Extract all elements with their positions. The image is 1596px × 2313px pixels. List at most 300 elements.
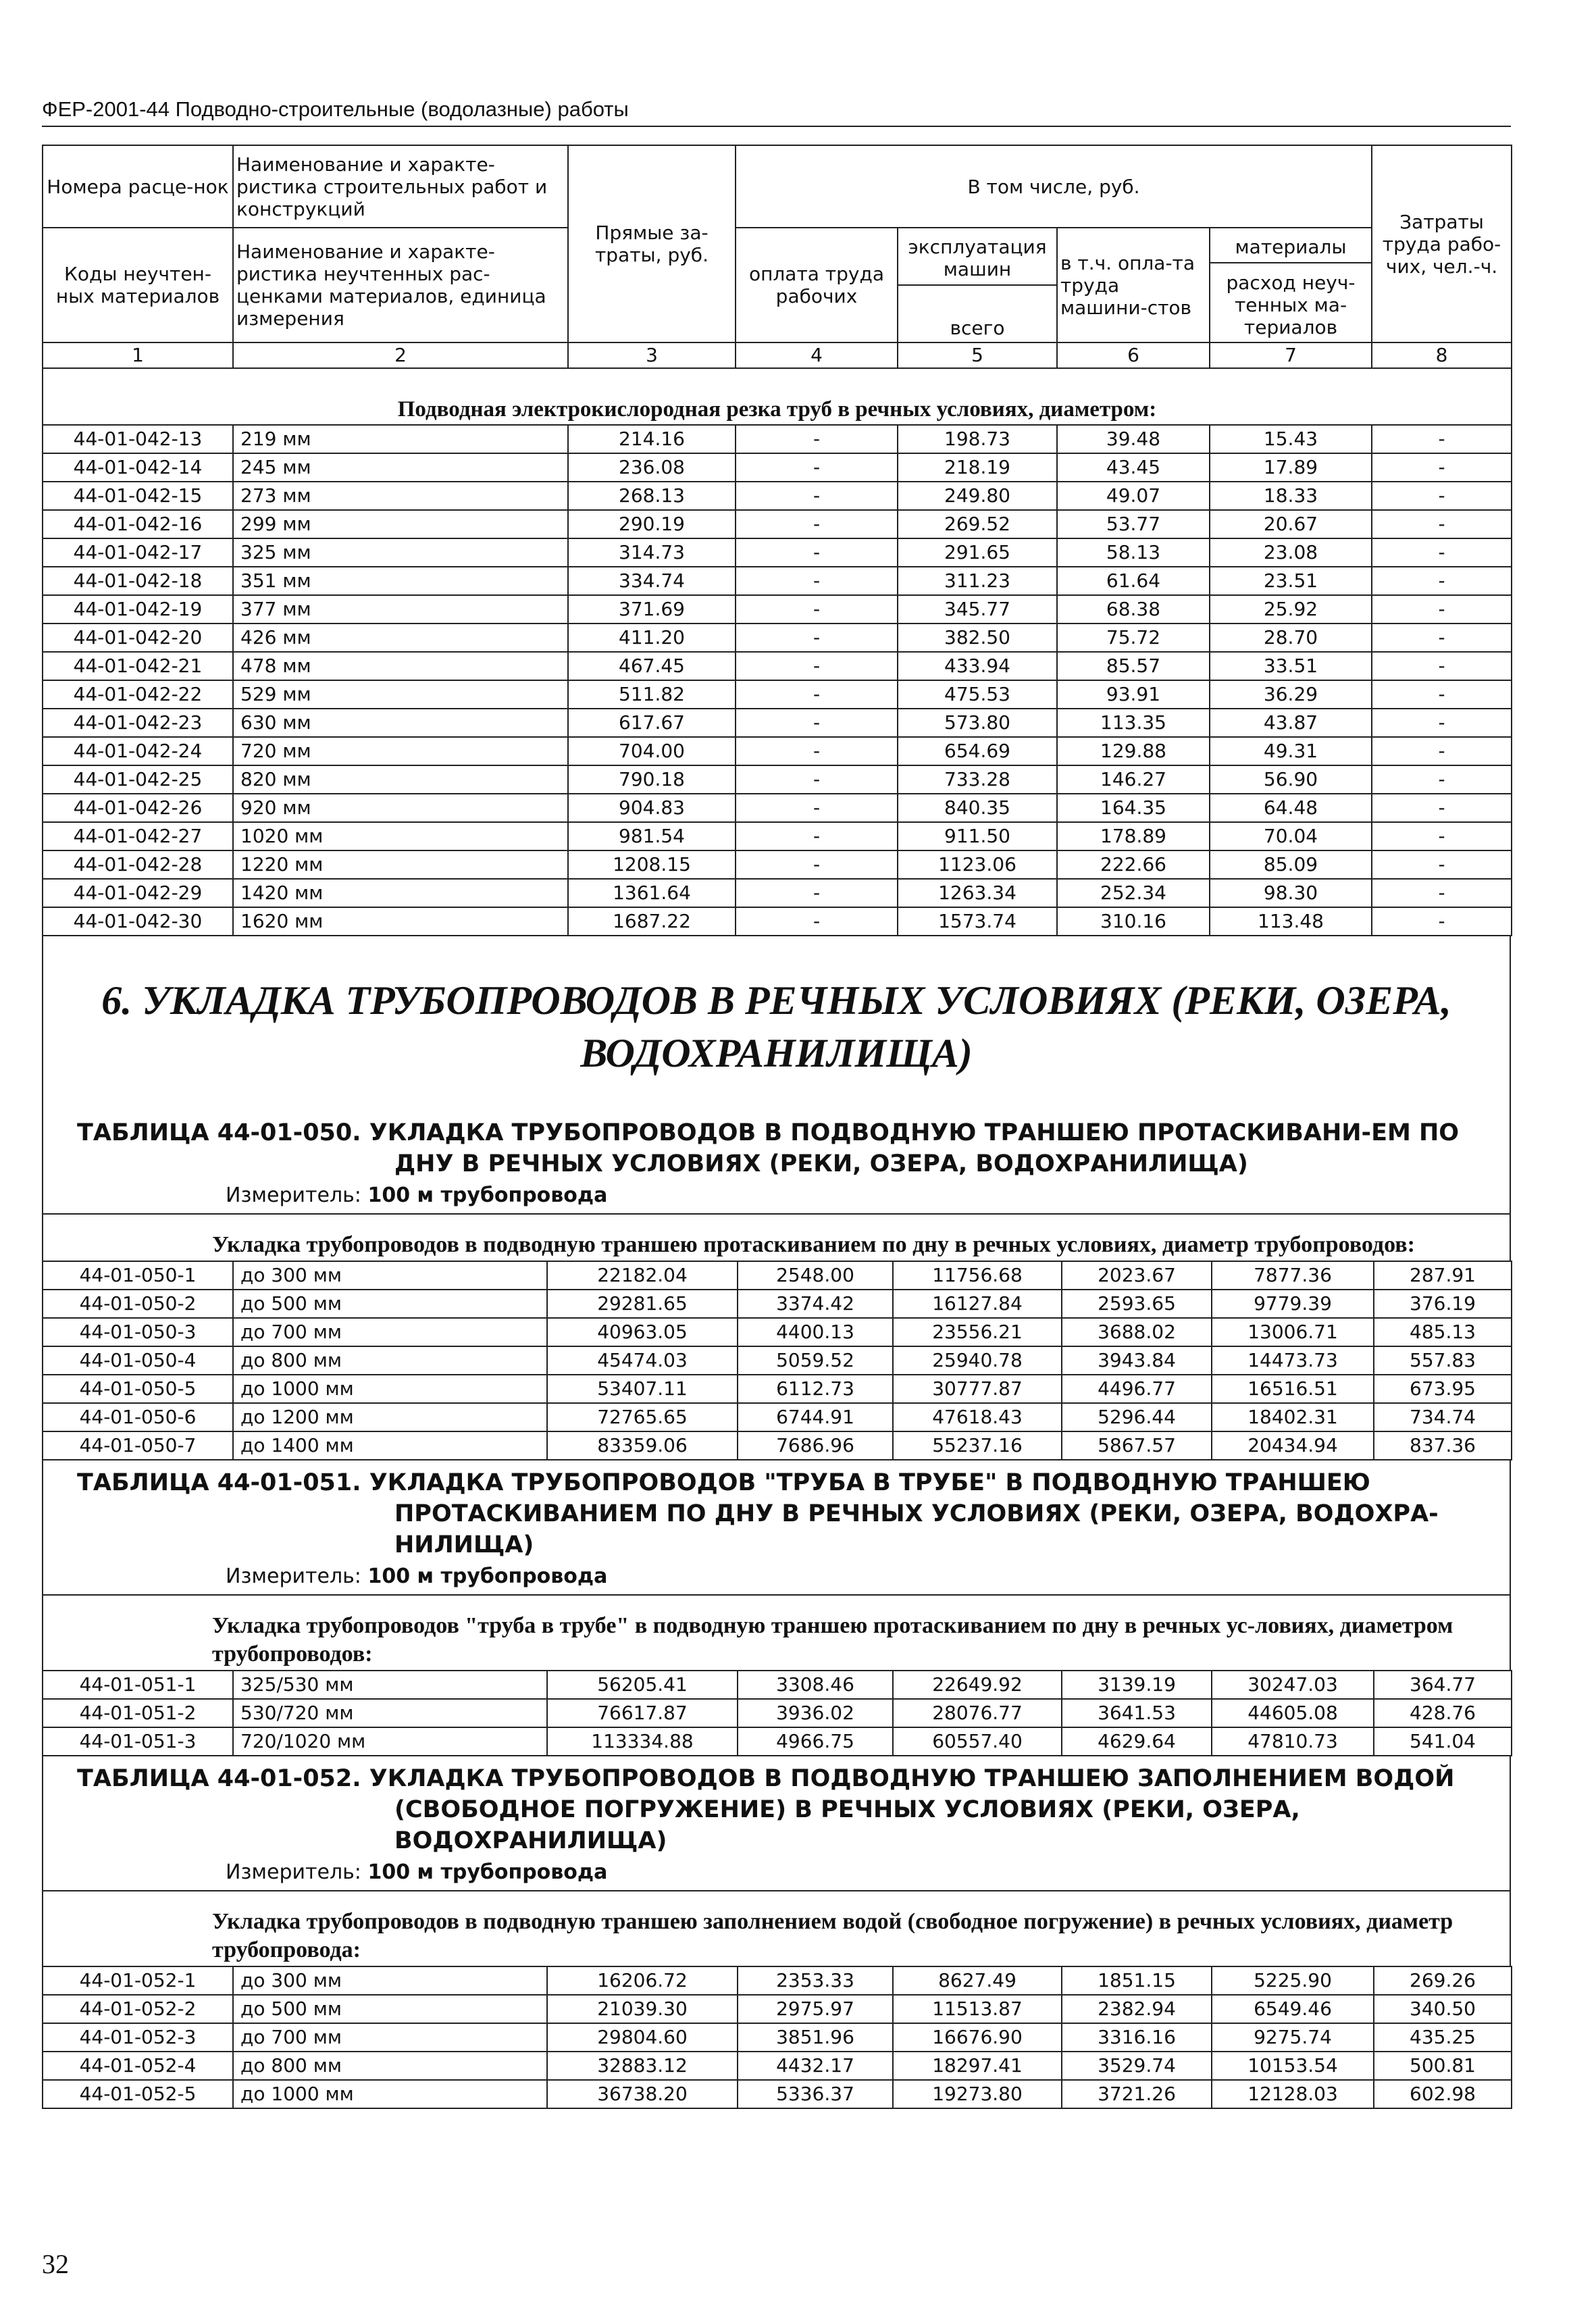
direct-costs: 16206.72 [547, 1966, 738, 1995]
rate-code: 44-01-052-1 [43, 1966, 233, 1995]
table-row [43, 1995, 1512, 2023]
table-row [43, 737, 1512, 765]
labor-hours: 364.77 [1374, 1671, 1512, 1699]
labor-pay: - [736, 879, 898, 907]
labor-hours: 485.13 [1374, 1318, 1512, 1346]
table-row [43, 822, 1512, 850]
rate-code: 44-01-050-1 [43, 1261, 233, 1290]
table-row [43, 1290, 1512, 1318]
labor-hours: 340.50 [1374, 1995, 1512, 2023]
labor-hours: - [1372, 709, 1512, 737]
materials-cost: 7877.36 [1212, 1261, 1374, 1290]
machinist-pay: 3943.84 [1062, 1346, 1212, 1375]
machines-cost: 218.19 [898, 453, 1057, 482]
rates-rows-051 [43, 1671, 1512, 1756]
machines-cost: 840.35 [898, 794, 1057, 822]
direct-costs: 113334.88 [547, 1727, 738, 1756]
work-name: 920 мм [233, 794, 568, 822]
labor-pay: 3851.96 [738, 2023, 893, 2052]
direct-costs: 371.69 [568, 595, 736, 624]
rate-code: 44-01-050-2 [43, 1290, 233, 1318]
materials-cost: 12128.03 [1212, 2080, 1374, 2108]
direct-costs: 21039.30 [547, 1995, 738, 2023]
labor-hours: 837.36 [1374, 1431, 1512, 1460]
header-material-codes: Коды неучтен-ных материалов [43, 228, 233, 342]
labor-pay: - [736, 624, 898, 652]
work-name: 351 мм [233, 567, 568, 595]
table-row [43, 482, 1512, 510]
rate-code: 44-01-042-15 [43, 482, 233, 510]
work-name: 377 мм [233, 595, 568, 624]
labor-hours: 376.19 [1374, 1290, 1512, 1318]
direct-costs: 511.82 [568, 680, 736, 709]
table-row [43, 624, 1512, 652]
section-block [42, 936, 1511, 1261]
measure-051 [43, 1560, 1510, 1596]
labor-pay: - [736, 822, 898, 850]
materials-cost: 85.09 [1210, 850, 1372, 879]
rate-code: 44-01-042-21 [43, 652, 233, 680]
materials-cost: 36.29 [1210, 680, 1372, 709]
work-name: 426 мм [233, 624, 568, 652]
labor-hours: - [1372, 453, 1512, 482]
machines-cost: 28076.77 [893, 1699, 1062, 1727]
work-name: 299 мм [233, 510, 568, 538]
labor-pay: 2548.00 [738, 1261, 893, 1290]
header-machines: эксплуатация машин [898, 232, 1056, 286]
direct-costs: 29804.60 [547, 2023, 738, 2052]
measure-label: Измеритель: [226, 1860, 361, 1884]
table-row [43, 2023, 1512, 2052]
work-name: 325/530 мм [233, 1671, 547, 1699]
work-name: до 500 мм [233, 1995, 547, 2023]
work-name: 530/720 мм [233, 1699, 547, 1727]
materials-cost: 5225.90 [1212, 1966, 1374, 1995]
work-name: 1220 мм [233, 850, 568, 879]
labor-pay: - [736, 482, 898, 510]
labor-hours: - [1372, 482, 1512, 510]
labor-hours: 428.76 [1374, 1699, 1512, 1727]
work-name: до 1000 мм [233, 1375, 547, 1403]
table-row [43, 879, 1512, 907]
measure-value: 100 м трубопровода [367, 1860, 608, 1884]
measure-value: 100 м трубопровода [367, 1184, 608, 1207]
labor-hours: - [1372, 595, 1512, 624]
machines-cost: 18297.41 [893, 2052, 1062, 2080]
machines-cost: 25940.78 [893, 1346, 1062, 1375]
direct-costs: 290.19 [568, 510, 736, 538]
machines-cost: 291.65 [898, 538, 1057, 567]
table-row [43, 538, 1512, 567]
work-name: до 1400 мм [233, 1431, 547, 1460]
machinist-pay: 178.89 [1057, 822, 1210, 850]
rate-code: 44-01-051-2 [43, 1699, 233, 1727]
work-name: 1020 мм [233, 822, 568, 850]
labor-hours: 500.81 [1374, 2052, 1512, 2080]
machines-cost: 249.80 [898, 482, 1057, 510]
machines-cost: 433.94 [898, 652, 1057, 680]
labor-pay: - [736, 538, 898, 567]
labor-pay: - [736, 709, 898, 737]
machines-cost: 55237.16 [893, 1431, 1062, 1460]
direct-costs: 214.16 [568, 425, 736, 453]
labor-pay: - [736, 595, 898, 624]
materials-cost: 56.90 [1210, 765, 1372, 794]
machinist-pay: 222.66 [1057, 850, 1210, 879]
direct-costs: 981.54 [568, 822, 736, 850]
labor-hours: - [1372, 794, 1512, 822]
labor-hours: - [1372, 822, 1512, 850]
table-row [43, 794, 1512, 822]
labor-hours: - [1372, 652, 1512, 680]
direct-costs: 1208.15 [568, 850, 736, 879]
rate-code: 44-01-042-28 [43, 850, 233, 879]
labor-pay: - [736, 453, 898, 482]
table-row [43, 595, 1512, 624]
labor-pay: - [736, 794, 898, 822]
machinist-pay: 310.16 [1057, 907, 1210, 936]
labor-hours: 557.83 [1374, 1346, 1512, 1375]
rates-header-table [42, 145, 1512, 936]
caption-051: Укладка трубопроводов "труба в трубе" в подводную траншею протаскиванием по дну в речных ус-ловиях, диаметром трубопроводов: [212, 1613, 1453, 1667]
work-name: до 300 мм [233, 1261, 547, 1290]
machines-cost: 311.23 [898, 567, 1057, 595]
table-title-050: ТАБЛИЦА 44-01-050. УКЛАДКА ТРУБОПРОВОДОВ В ПОДВОДНУЮ ТРАНШЕЮ ПРОТАСКИВАНИ-ЕМ ПО ДНУ В РЕЧНЫХ УСЛОВИЯХ (РЕКИ, ОЗЕРА, ВОДОХРАНИЛИЩА) [77, 1119, 1460, 1177]
labor-hours: 435.25 [1374, 2023, 1512, 2052]
machines-cost: 16676.90 [893, 2023, 1062, 2052]
labor-hours: 734.74 [1374, 1403, 1512, 1431]
labor-pay: 4400.13 [738, 1318, 893, 1346]
work-name: до 700 мм [233, 1318, 547, 1346]
rate-code: 44-01-050-3 [43, 1318, 233, 1346]
col-number: 7 [1210, 342, 1372, 368]
caption-052: Укладка трубопроводов в подводную траншею заполнением водой (свободное погружение) в речных условиях, диаметр трубопровода: [212, 1909, 1453, 1962]
machines-cost: 654.69 [898, 737, 1057, 765]
materials-cost: 33.51 [1210, 652, 1372, 680]
machinist-pay: 85.57 [1057, 652, 1210, 680]
rate-code: 44-01-042-29 [43, 879, 233, 907]
rate-code: 44-01-050-5 [43, 1375, 233, 1403]
machines-cost: 11756.68 [893, 1261, 1062, 1290]
machinist-pay: 43.45 [1057, 453, 1210, 482]
labor-hours: - [1372, 567, 1512, 595]
labor-hours: - [1372, 538, 1512, 567]
machinist-pay: 39.48 [1057, 425, 1210, 453]
machines-cost: 345.77 [898, 595, 1057, 624]
col-number: 6 [1057, 342, 1210, 368]
labor-pay: 7686.96 [738, 1431, 893, 1460]
machinist-pay: 2593.65 [1062, 1290, 1212, 1318]
table-row [43, 2080, 1512, 2108]
labor-hours: - [1372, 850, 1512, 879]
materials-cost: 13006.71 [1212, 1318, 1374, 1346]
col-number: 2 [233, 342, 568, 368]
rate-code: 44-01-051-1 [43, 1671, 233, 1699]
measure-value: 100 м трубопровода [367, 1565, 608, 1588]
direct-costs: 40963.05 [547, 1318, 738, 1346]
work-name: до 800 мм [233, 2052, 547, 2080]
materials-cost: 10153.54 [1212, 2052, 1374, 2080]
machines-cost: 23556.21 [893, 1318, 1062, 1346]
header-work-name: Наименование и характе-ристика строительных работ и конструкций [233, 145, 568, 228]
section-title: 6. УКЛАДКА ТРУБОПРОВОДОВ В РЕЧНЫХ УСЛОВИЯХ (РЕКИ, ОЗЕРА, ВОДОХРАНИЛИЩА) [101, 978, 1451, 1075]
rate-code: 44-01-042-27 [43, 822, 233, 850]
work-name: 630 мм [233, 709, 568, 737]
work-name: 245 мм [233, 453, 568, 482]
machinist-pay: 68.38 [1057, 595, 1210, 624]
header-material-name: Наименование и характе-ристика неучтенных рас-ценками материалов, единица измерения [233, 228, 568, 342]
labor-pay: - [736, 652, 898, 680]
header-machines-labor: в т.ч. опла-та труда машини-стов [1057, 228, 1210, 342]
header-materials-unaccounted: расход неуч-тенных ма-териалов [1226, 272, 1356, 338]
page-number: 32 [42, 2249, 69, 2279]
rate-code: 44-01-042-19 [43, 595, 233, 624]
rate-code: 44-01-042-17 [43, 538, 233, 567]
caption-050: Укладка трубопроводов в подводную траншею протаскиванием по дну в речных условиях, диаметр трубопроводов: [212, 1232, 1415, 1257]
machinist-pay: 75.72 [1057, 624, 1210, 652]
labor-pay: 3308.46 [738, 1671, 893, 1699]
rate-code: 44-01-052-5 [43, 2080, 233, 2108]
labor-hours: 673.95 [1374, 1375, 1512, 1403]
rate-code: 44-01-042-30 [43, 907, 233, 936]
document-page [42, 96, 1511, 2109]
labor-pay: - [736, 680, 898, 709]
rate-code: 44-01-050-6 [43, 1403, 233, 1431]
direct-costs: 32883.12 [547, 2052, 738, 2080]
materials-cost: 30247.03 [1212, 1671, 1374, 1699]
machinist-pay: 3688.02 [1062, 1318, 1212, 1346]
machinist-pay: 3641.53 [1062, 1699, 1212, 1727]
rate-code: 44-01-052-4 [43, 2052, 233, 2080]
labor-hours: 541.04 [1374, 1727, 1512, 1756]
rate-code: 44-01-042-23 [43, 709, 233, 737]
machines-cost: 1123.06 [898, 850, 1057, 879]
machines-cost: 1263.34 [898, 879, 1057, 907]
work-name: 529 мм [233, 680, 568, 709]
running-head: ФЕР-2001-44 Подводно-строительные (водолазные) работы [42, 96, 1511, 127]
labor-hours: - [1372, 510, 1512, 538]
col-number: 5 [898, 342, 1057, 368]
machinist-pay: 164.35 [1057, 794, 1210, 822]
direct-costs: 334.74 [568, 567, 736, 595]
col-number: 4 [736, 342, 898, 368]
machinist-pay: 3316.16 [1062, 2023, 1212, 2052]
header-in-total: В том числе, руб. [736, 145, 1372, 228]
materials-cost: 6549.46 [1212, 1995, 1374, 2023]
work-name: до 500 мм [233, 1290, 547, 1318]
work-name: 478 мм [233, 652, 568, 680]
measure-052 [43, 1856, 1510, 1891]
machines-cost: 16127.84 [893, 1290, 1062, 1318]
table-block-051 [42, 1460, 1511, 1670]
header-rate-numbers: Номера расце-нок [43, 145, 233, 228]
labor-hours: - [1372, 907, 1512, 936]
materials-cost: 43.87 [1210, 709, 1372, 737]
machinist-pay: 61.64 [1057, 567, 1210, 595]
rate-code: 44-01-050-4 [43, 1346, 233, 1375]
labor-pay: 3374.42 [738, 1290, 893, 1318]
direct-costs: 29281.65 [547, 1290, 738, 1318]
machines-cost: 30777.87 [893, 1375, 1062, 1403]
rate-code: 44-01-052-2 [43, 1995, 233, 2023]
header-machines-all: всего [950, 316, 1005, 339]
work-name: до 700 мм [233, 2023, 547, 2052]
rate-code: 44-01-042-24 [43, 737, 233, 765]
machinist-pay: 5867.57 [1062, 1431, 1212, 1460]
labor-pay: - [736, 425, 898, 453]
table-row [43, 1403, 1512, 1431]
labor-pay: 6744.91 [738, 1403, 893, 1431]
direct-costs: 72765.65 [547, 1403, 738, 1431]
labor-pay: 4432.17 [738, 2052, 893, 2080]
labor-pay: - [736, 510, 898, 538]
materials-cost: 70.04 [1210, 822, 1372, 850]
direct-costs: 617.67 [568, 709, 736, 737]
labor-hours: - [1372, 879, 1512, 907]
machinist-pay: 58.13 [1057, 538, 1210, 567]
table-row [43, 1431, 1512, 1460]
materials-cost: 28.70 [1210, 624, 1372, 652]
direct-costs: 467.45 [568, 652, 736, 680]
machinist-pay: 129.88 [1057, 737, 1210, 765]
materials-cost: 25.92 [1210, 595, 1372, 624]
rate-code: 44-01-051-3 [43, 1727, 233, 1756]
work-name: 820 мм [233, 765, 568, 794]
table-row [43, 652, 1512, 680]
rate-code: 44-01-050-7 [43, 1431, 233, 1460]
labor-pay: 4966.75 [738, 1727, 893, 1756]
materials-cost: 9275.74 [1212, 2023, 1374, 2052]
materials-cost: 16516.51 [1212, 1375, 1374, 1403]
labor-hours: - [1372, 737, 1512, 765]
direct-costs: 83359.06 [547, 1431, 738, 1460]
materials-cost: 18.33 [1210, 482, 1372, 510]
header-materials: материалы [1210, 232, 1371, 263]
machines-cost: 11513.87 [893, 1995, 1062, 2023]
work-name: 325 мм [233, 538, 568, 567]
direct-costs: 1687.22 [568, 907, 736, 936]
machines-cost: 573.80 [898, 709, 1057, 737]
rates-rows-050 [43, 1261, 1512, 1460]
table-row [43, 1346, 1512, 1375]
materials-cost: 23.51 [1210, 567, 1372, 595]
rate-code: 44-01-042-20 [43, 624, 233, 652]
machinist-pay: 49.07 [1057, 482, 1210, 510]
direct-costs: 314.73 [568, 538, 736, 567]
table-row [43, 425, 1512, 453]
table-block-052 [42, 1756, 1511, 1966]
rate-code: 44-01-042-13 [43, 425, 233, 453]
machines-cost: 382.50 [898, 624, 1057, 652]
work-name: 273 мм [233, 482, 568, 510]
rates-table-052 [42, 1966, 1512, 2109]
table-row [43, 453, 1512, 482]
table-row [43, 1318, 1512, 1346]
table-row [43, 709, 1512, 737]
table-title-052: ТАБЛИЦА 44-01-052. УКЛАДКА ТРУБОПРОВОДОВ В ПОДВОДНУЮ ТРАНШЕЮ ЗАПОЛНЕНИЕМ ВОДОЙ (СВОБОДНОЕ ПОГРУЖЕНИЕ) В РЕЧНЫХ УСЛОВИЯХ (РЕКИ, ОЗЕРА, ВОДОХРАНИЛИЩА) [77, 1765, 1455, 1854]
direct-costs: 790.18 [568, 765, 736, 794]
table-row [43, 850, 1512, 879]
work-name: 720 мм [233, 737, 568, 765]
machinist-pay: 3529.74 [1062, 2052, 1212, 2080]
labor-hours: - [1372, 680, 1512, 709]
measure-label: Измеритель: [226, 1184, 361, 1207]
direct-costs: 76617.87 [547, 1699, 738, 1727]
labor-pay: - [736, 907, 898, 936]
header-labor-pay: оплата труда рабочих [736, 228, 898, 342]
rates-table-050 [42, 1261, 1512, 1460]
table-row [43, 765, 1512, 794]
machines-cost: 47618.43 [893, 1403, 1062, 1431]
machinist-pay: 93.91 [1057, 680, 1210, 709]
direct-costs: 236.08 [568, 453, 736, 482]
work-name: 1620 мм [233, 907, 568, 936]
table-row [43, 1699, 1512, 1727]
work-name: до 300 мм [233, 1966, 547, 1995]
materials-cost: 23.08 [1210, 538, 1372, 567]
rate-code: 44-01-042-22 [43, 680, 233, 709]
machines-cost: 198.73 [898, 425, 1057, 453]
machinist-pay: 4496.77 [1062, 1375, 1212, 1403]
machines-cost: 19273.80 [893, 2080, 1062, 2108]
measure-label: Измеритель: [226, 1565, 361, 1588]
labor-pay: 3936.02 [738, 1699, 893, 1727]
direct-costs: 36738.20 [547, 2080, 738, 2108]
labor-pay: - [736, 737, 898, 765]
machines-cost: 8627.49 [893, 1966, 1062, 1995]
direct-costs: 56205.41 [547, 1671, 738, 1699]
labor-hours: - [1372, 425, 1512, 453]
machines-cost: 60557.40 [893, 1727, 1062, 1756]
table-row [43, 1727, 1512, 1756]
materials-cost: 18402.31 [1212, 1403, 1374, 1431]
machines-cost: 475.53 [898, 680, 1057, 709]
col-number: 8 [1372, 342, 1512, 368]
direct-costs: 53407.11 [547, 1375, 738, 1403]
group-caption: Подводная электрокислородная резка труб в речных условиях, диаметром: [43, 368, 1512, 425]
materials-cost: 49.31 [1210, 737, 1372, 765]
col-number: 1 [43, 342, 233, 368]
materials-cost: 20434.94 [1212, 1431, 1374, 1460]
machines-cost: 22649.92 [893, 1671, 1062, 1699]
machinist-pay: 1851.15 [1062, 1966, 1212, 1995]
machines-cost: 733.28 [898, 765, 1057, 794]
labor-pay: 6112.73 [738, 1375, 893, 1403]
labor-pay: 5336.37 [738, 2080, 893, 2108]
rate-code: 44-01-052-3 [43, 2023, 233, 2052]
labor-hours: 269.26 [1374, 1966, 1512, 1995]
labor-pay: 2975.97 [738, 1995, 893, 2023]
direct-costs: 1361.64 [568, 879, 736, 907]
machinist-pay: 2023.67 [1062, 1261, 1212, 1290]
measure-050 [43, 1179, 1510, 1215]
table-row [43, 1375, 1512, 1403]
header-direct-costs: Прямые за-траты, руб. [568, 145, 736, 342]
rates-rows-052 [43, 1966, 1512, 2108]
direct-costs: 411.20 [568, 624, 736, 652]
table-row [43, 680, 1512, 709]
table-row [43, 2052, 1512, 2080]
work-name: до 1000 мм [233, 2080, 547, 2108]
rate-code: 44-01-042-16 [43, 510, 233, 538]
labor-hours: - [1372, 624, 1512, 652]
materials-cost: 44605.08 [1212, 1699, 1374, 1727]
direct-costs: 22182.04 [547, 1261, 738, 1290]
table-row [43, 1261, 1512, 1290]
table-row [43, 567, 1512, 595]
rate-code: 44-01-042-14 [43, 453, 233, 482]
work-name: до 800 мм [233, 1346, 547, 1375]
